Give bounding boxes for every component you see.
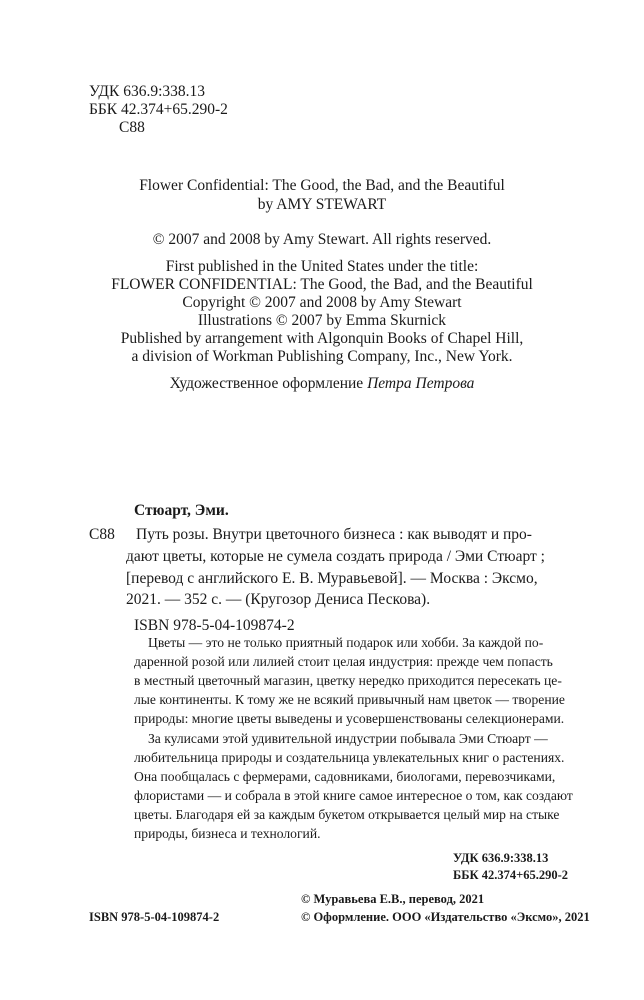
catalog-description-line: [перевод с английского Е. В. Муравьевой]. — Москва : Эксмо, [126,570,538,587]
annotation-line: даренной розой или лилией стоит целая индустрия: прежде чем попасть [134,654,553,669]
publication-line: Illustrations © 2007 by Emma Skurnick [197,312,447,329]
translation-copyright: © Муравьева Е.В., перевод, 2021 [301,892,485,906]
bottom-udk-code: УДК 636.9:338.13 [453,851,549,865]
original-author: by AMY STEWART [257,196,387,213]
publication-line: a division of Workman Publishing Company, Inc., New York. [131,348,513,365]
design-copyright: © Оформление. ООО «Издательство «Эксмо», 2021 [301,910,590,924]
catalog-mark: С88 [89,526,115,543]
publication-line: Copyright © 2007 and 2008 by Amy Stewart [182,294,462,311]
bottom-bbk-code: ББК 42.374+65.290-2 [453,868,569,882]
annotation-line: флористами — и собрала в этой книге самое интересное о том, как создают [134,788,573,803]
catalog-description-line: 2021. — 352 с. — (Кругозор Дениса Пескова). [126,591,431,608]
catalog-description-line: дают цветы, которые не сумела создать природа / Эми Стюарт ; [126,548,545,565]
design-credit [0,376,644,392]
author-mark: С88 [119,119,145,136]
catalog-isbn: ISBN 978-5-04-109874-2 [134,617,295,634]
annotation-line: Цветы — это не только приятный подарок или хобби. За каждой по- [148,635,544,650]
design-label: Художественное оформление [169,375,364,392]
catalog-author: Стюарт, Эми. [134,502,229,519]
publication-line: FLOWER CONFIDENTIAL: The Good, the Bad, and the Beautiful [111,276,533,293]
annotation-line: любительница природы и создательница увлекательных книг о растениях. [134,750,565,765]
bbk-code: ББК 42.374+65.290-2 [89,101,228,118]
original-title: Flower Confidential: The Good, the Bad, and the Beautiful [139,177,505,194]
original-copyright: © 2007 and 2008 by Amy Stewart. All rights reserved. [152,231,492,248]
annotation-line: природы, бизнеса и технологий. [134,826,321,841]
publication-line: Published by arrangement with Algonquin Books of Chapel Hill, [120,330,524,347]
annotation-line: в местный цветочный магазин, цветку нередко приходится пересекать це- [134,673,562,688]
annotation-line: цветы. Благодаря ей за каждым букетом открывается целый мир на стыке [134,807,560,822]
annotation-line: лые континенты. К тому же не всякий привычный нам цветок — творение [134,692,565,707]
design-name: Петра Петрова [367,375,475,392]
footer-isbn: ISBN 978-5-04-109874-2 [89,910,220,924]
udk-code: УДК 636.9:338.13 [89,83,206,100]
catalog-description-line: Путь розы. Внутри цветочного бизнеса : как выводят и про- [136,526,532,543]
annotation-line: Она пообщалась с фермерами, садовниками, биологами, перевозчиками, [134,769,556,784]
publication-line: First published in the United States under the title: [165,258,479,275]
annotation-line: природы: многие цветы выведены и усовершенствованы селекционерами. [134,711,565,726]
annotation-line: За кулисами этой удивительной индустрии побывала Эми Стюарт — [148,731,548,746]
